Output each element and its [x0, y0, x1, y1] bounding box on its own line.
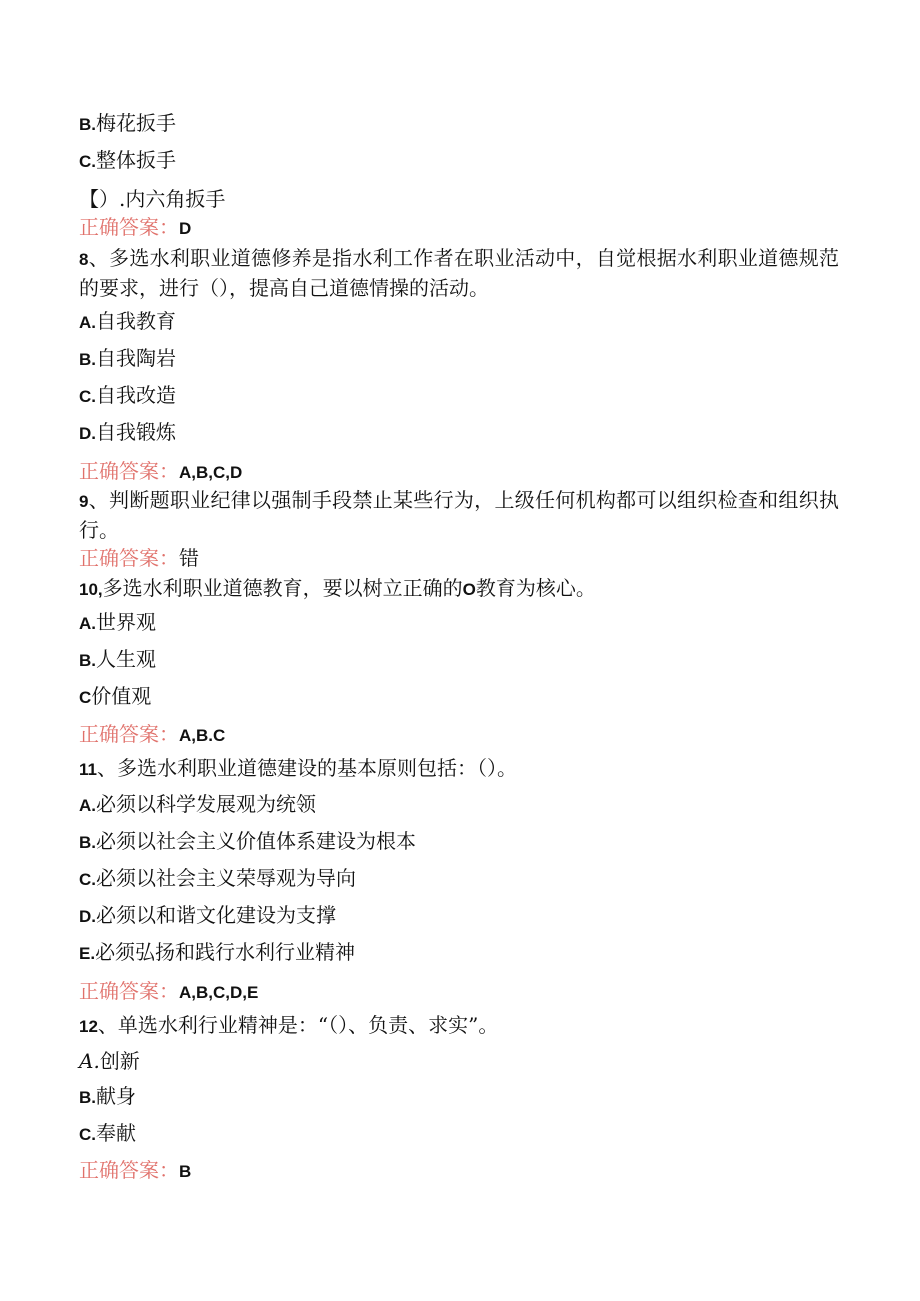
- q11-option-a: [79, 792, 316, 818]
- q12-answer-row: [79, 1158, 191, 1184]
- option-text: 人生观: [96, 647, 156, 671]
- answer-value: 错: [179, 546, 199, 570]
- question-11-stem: [79, 756, 517, 782]
- question-text: 、判断题职业纪律以强制手段禁止某些行为，上级任何机构都可以组织检查和组织执行。: [79, 488, 839, 542]
- option-letter: A.: [79, 614, 96, 633]
- question-number: 8: [79, 250, 89, 269]
- option-letter: C.: [79, 1125, 96, 1144]
- option-text: 世界观: [96, 610, 156, 634]
- question-10-stem: [79, 576, 596, 602]
- option-text: 必须弘扬和践行水利行业精神: [95, 940, 356, 964]
- q10-answer-row: [79, 722, 225, 748]
- question-text: 多选水利职业道德教育，要以树立正确的: [102, 576, 463, 600]
- blank-mark: O: [462, 580, 476, 599]
- question-8-stem: [79, 244, 839, 302]
- option-text: 奉献: [96, 1121, 136, 1145]
- option-letter: B.: [79, 1088, 96, 1107]
- answer-label: 正确答案：: [79, 979, 179, 1003]
- option-text: 梅花扳手: [96, 111, 176, 135]
- q10-option-a: [79, 610, 156, 636]
- answer-label: 正确答案：: [79, 1158, 179, 1182]
- option-b: [79, 111, 176, 137]
- option-text: 献身: [96, 1084, 136, 1108]
- option-letter: 【）.: [79, 187, 126, 211]
- q11-option-d: [79, 903, 336, 929]
- question-number: 9: [79, 492, 89, 511]
- q11-option-b: [79, 829, 416, 855]
- q12-option-c: [79, 1121, 136, 1147]
- option-c: [79, 148, 176, 174]
- question-number: 10,: [79, 580, 103, 599]
- question-number: 11: [79, 760, 97, 779]
- option-text: 必须以科学发展观为统领: [96, 792, 316, 816]
- answer-value: B: [179, 1162, 192, 1181]
- answer-label: 正确答案：: [79, 546, 179, 570]
- option-letter: C.: [79, 152, 96, 171]
- option-letter: B.: [79, 833, 96, 852]
- question-text: 、多选水利职业道德建设的基本原则包括：（）。: [96, 756, 517, 780]
- question-12-stem: [79, 1013, 498, 1039]
- question-9-stem: [79, 486, 839, 544]
- option-text: 必须以和谐文化建设为支撑: [96, 903, 336, 927]
- answer-row: [79, 215, 191, 241]
- option-letter: C: [79, 688, 92, 707]
- option-letter: B.: [79, 350, 96, 369]
- question-text: 、单选水利行业精神是：“（）、负责、求实”。: [97, 1013, 499, 1037]
- answer-label: 正确答案：: [79, 722, 179, 746]
- q8-answer-row: [79, 459, 242, 485]
- option-letter: A.: [79, 796, 96, 815]
- option-letter: A.: [79, 1049, 100, 1073]
- answer-value: A,B,C,D,E: [179, 983, 259, 1002]
- q9-answer-row: [79, 546, 199, 570]
- q11-option-e: [79, 940, 355, 966]
- q10-option-c: [79, 684, 151, 710]
- question-text-tail: 教育为核心。: [475, 576, 596, 600]
- option-letter: D.: [79, 907, 96, 926]
- question-text: 、多选水利职业道德修养是指水利工作者在职业活动中，自觉根据水利职业道德规范的要求，进行（），提高自己道德情操的活动。: [79, 246, 839, 300]
- q10-option-b: [79, 647, 156, 673]
- q8-option-d: [79, 420, 176, 446]
- answer-label: 正确答案：: [79, 215, 179, 239]
- q12-option-b: [79, 1084, 136, 1110]
- option-text: 自我陶岩: [96, 346, 176, 370]
- q11-option-c: [79, 866, 356, 892]
- option-letter: A.: [79, 313, 96, 332]
- option-letter: D.: [79, 424, 96, 443]
- answer-value: A,B.C: [179, 726, 226, 745]
- q8-option-a: [79, 309, 176, 335]
- option-d: [79, 187, 225, 211]
- q8-option-b: [79, 346, 176, 372]
- option-letter: C.: [79, 870, 96, 889]
- option-letter: B.: [79, 651, 96, 670]
- answer-value: A,B,C,D: [179, 463, 243, 482]
- option-text: 必须以社会主义荣辱观为导向: [96, 866, 356, 890]
- option-text: 价值观: [91, 684, 152, 708]
- option-text: 内六角扳手: [125, 187, 226, 211]
- q11-answer-row: [79, 979, 258, 1005]
- option-text: 必须以社会主义价值体系建设为根本: [96, 829, 416, 853]
- q12-option-a: [79, 1049, 140, 1073]
- option-text: 整体扳手: [96, 148, 176, 172]
- question-number: 12: [79, 1017, 98, 1036]
- option-text: 自我锻炼: [96, 420, 176, 444]
- answer-value: D: [179, 219, 192, 238]
- option-letter: C.: [79, 387, 96, 406]
- option-text: 自我改造: [96, 383, 176, 407]
- option-text: 创新: [99, 1049, 140, 1073]
- option-letter: E.: [79, 944, 96, 963]
- answer-label: 正确答案：: [79, 459, 179, 483]
- q8-option-c: [79, 383, 176, 409]
- option-letter: B.: [79, 115, 96, 134]
- option-text: 自我教育: [96, 309, 176, 333]
